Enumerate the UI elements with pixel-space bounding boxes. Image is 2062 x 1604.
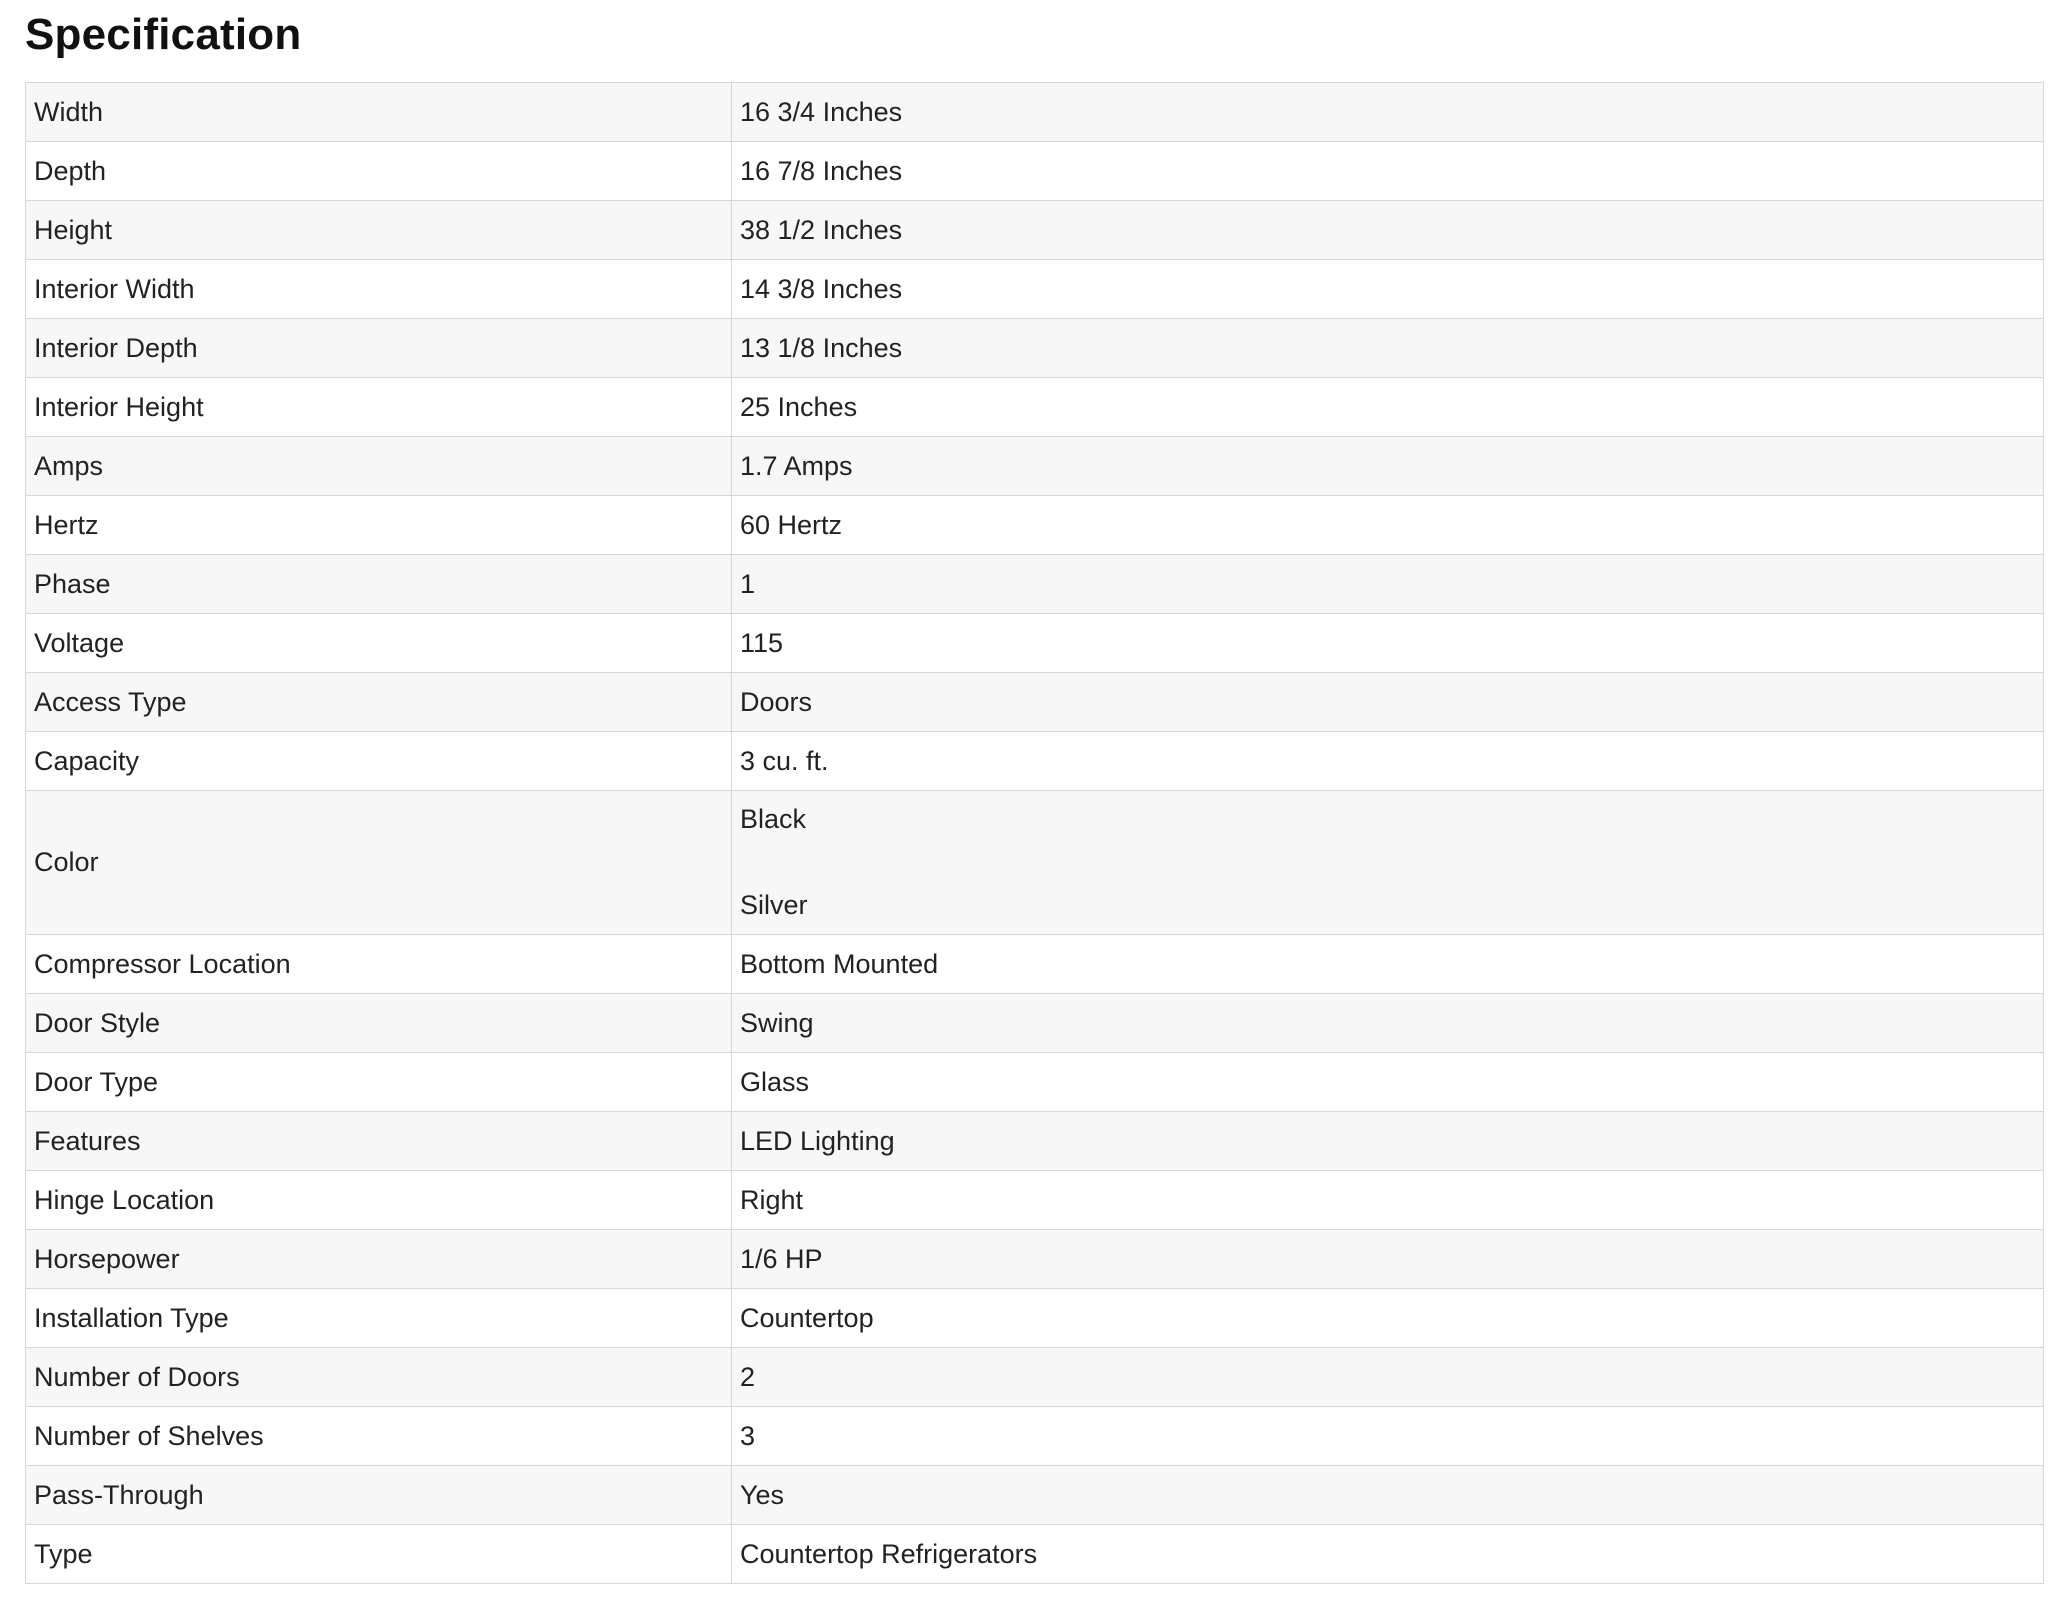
spec-row [26, 1112, 2044, 1171]
spec-row [26, 142, 2044, 201]
spec-label: Phase [26, 555, 732, 614]
spec-row [26, 994, 2044, 1053]
spec-value: 2 [732, 1348, 2044, 1407]
spec-row [26, 791, 2044, 935]
spec-row [26, 378, 2044, 437]
spec-label: Amps [26, 437, 732, 496]
spec-row [26, 319, 2044, 378]
spec-value: Countertop [732, 1289, 2044, 1348]
spec-label: Door Style [26, 994, 732, 1053]
spec-value: 1/6 HP [732, 1230, 2044, 1289]
spec-label: Hertz [26, 496, 732, 555]
spec-label: Hinge Location [26, 1171, 732, 1230]
spec-label: Capacity [26, 732, 732, 791]
spec-label: Installation Type [26, 1289, 732, 1348]
specification-table [25, 82, 2044, 1584]
spec-value: 60 Hertz [732, 496, 2044, 555]
spec-label: Voltage [26, 614, 732, 673]
spec-label: Features [26, 1112, 732, 1171]
spec-value: Right [732, 1171, 2044, 1230]
spec-label: Pass-Through [26, 1466, 732, 1525]
spec-label: Interior Width [26, 260, 732, 319]
spec-label: Door Type [26, 1053, 732, 1112]
spec-row [26, 260, 2044, 319]
spec-label: Number of Doors [26, 1348, 732, 1407]
spec-value: LED Lighting [732, 1112, 2044, 1171]
spec-value: Bottom Mounted [732, 935, 2044, 994]
spec-row [26, 1289, 2044, 1348]
spec-row [26, 555, 2044, 614]
spec-value: Doors [732, 673, 2044, 732]
spec-value: 16 7/8 Inches [732, 142, 2044, 201]
spec-row [26, 437, 2044, 496]
spec-row [26, 83, 2044, 142]
specification-table-body [26, 83, 2044, 1584]
spec-label: Number of Shelves [26, 1407, 732, 1466]
spec-value-item: Black [740, 804, 807, 834]
spec-row [26, 1053, 2044, 1112]
spec-row [26, 673, 2044, 732]
spec-value: 25 Inches [732, 378, 2044, 437]
spec-row [26, 1407, 2044, 1466]
section-title: Specification [25, 10, 302, 59]
spec-row [26, 496, 2044, 555]
spec-value [732, 791, 2044, 935]
spec-value: 38 1/2 Inches [732, 201, 2044, 260]
specification-section [25, 0, 2043, 1584]
spec-value: 16 3/4 Inches [732, 83, 2044, 142]
spec-value: Swing [732, 994, 2044, 1053]
spec-value-spacer [740, 841, 2035, 884]
spec-row [26, 935, 2044, 994]
spec-row [26, 1230, 2044, 1289]
spec-value: Countertop Refrigerators [732, 1525, 2044, 1584]
spec-value: 14 3/8 Inches [732, 260, 2044, 319]
spec-value-item: Silver [740, 890, 808, 920]
spec-row [26, 732, 2044, 791]
spec-value: Yes [732, 1466, 2044, 1525]
spec-row [26, 1525, 2044, 1584]
spec-row [26, 1171, 2044, 1230]
spec-row [26, 201, 2044, 260]
spec-value: 1 [732, 555, 2044, 614]
spec-label: Color [26, 791, 732, 935]
spec-label: Interior Depth [26, 319, 732, 378]
spec-value: 115 [732, 614, 2044, 673]
spec-value: 3 [732, 1407, 2044, 1466]
spec-label: Access Type [26, 673, 732, 732]
spec-label: Interior Height [26, 378, 732, 437]
spec-row [26, 1348, 2044, 1407]
spec-value: Glass [732, 1053, 2044, 1112]
spec-value: 13 1/8 Inches [732, 319, 2044, 378]
spec-label: Type [26, 1525, 732, 1584]
spec-row [26, 614, 2044, 673]
spec-value: 3 cu. ft. [732, 732, 2044, 791]
spec-row [26, 1466, 2044, 1525]
spec-value: 1.7 Amps [732, 437, 2044, 496]
spec-label: Compressor Location [26, 935, 732, 994]
spec-label: Horsepower [26, 1230, 732, 1289]
spec-label: Width [26, 83, 732, 142]
spec-label: Depth [26, 142, 732, 201]
spec-label: Height [26, 201, 732, 260]
